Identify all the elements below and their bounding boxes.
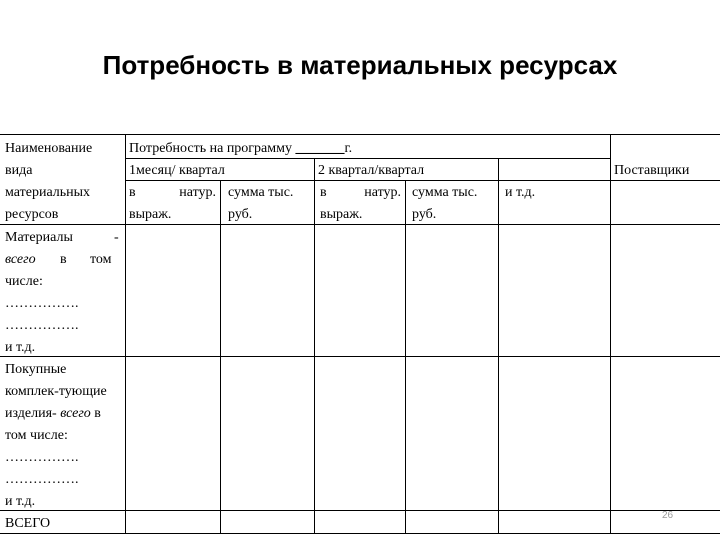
materials-placeholder-1: ……………. (5, 296, 79, 311)
p1-sum-header: сумма тыс. (228, 185, 294, 200)
name-header-line-2: вида (5, 163, 33, 178)
name-header-line-1: Наименование (5, 141, 93, 156)
p1-natural-unit: натур. (179, 185, 216, 200)
program-year-blank: _______ (295, 141, 345, 156)
slide-title: Потребность в материальных ресурсах (102, 50, 618, 80)
p2-natural-expr: выраж. (320, 207, 363, 222)
grid-line-materials-bottom (0, 356, 720, 357)
purchased-etc: и т.д. (5, 494, 36, 509)
p1-natural-in: в (129, 185, 136, 200)
grid-line-header-bottom (0, 224, 720, 225)
grid-line-col-etc (498, 158, 499, 534)
grid-line-col-sum1 (220, 180, 221, 534)
etc-column-header: и т.д. (505, 185, 536, 200)
purchased-items-total (5, 406, 101, 422)
materials-dash: - (114, 230, 119, 245)
p1-natural-expr: выраж. (129, 207, 172, 222)
p2-sum-unit: руб. (412, 207, 437, 222)
purchased-total-word: всего (60, 406, 91, 421)
program-header (129, 141, 352, 157)
purchased-in-word: в (90, 406, 101, 421)
suppliers-label: Поставщики (614, 163, 690, 178)
table-border-bottom (0, 533, 720, 534)
total-label: ВСЕГО (5, 516, 51, 531)
grid-line-col-suppliers (610, 134, 611, 534)
purchased-label: Покупные (5, 362, 67, 377)
materials-tom-word: том (90, 252, 112, 267)
period-2-label: 2 квартал/квартал (318, 163, 425, 178)
grid-line-col-period2 (314, 158, 315, 534)
grid-line-periods (125, 180, 720, 181)
materials-placeholder-2: ……………. (5, 318, 79, 333)
name-header-line-3: материальных (5, 185, 91, 200)
p2-natural-unit: натур. (364, 185, 401, 200)
materials-in-word: в (60, 252, 67, 267)
p1-sum-unit: руб. (228, 207, 253, 222)
grid-line-col-name (125, 134, 126, 534)
grid-line-program (125, 158, 610, 159)
purchased-placeholder-1: ……………. (5, 450, 79, 465)
materials-label: Материалы (5, 230, 73, 245)
p2-natural-in: в (320, 185, 327, 200)
purchased-components: комплек-тующие (5, 384, 107, 399)
table-border-top (0, 134, 720, 135)
materials-total-word: всего (5, 252, 36, 267)
purchased-items-word: изделия- (5, 406, 61, 421)
program-year-suffix: г. (344, 141, 353, 156)
p2-sum-header: сумма тыс. (412, 185, 478, 200)
period-1-label: 1месяц/ квартал (129, 163, 225, 178)
purchased-placeholder-2: ……………. (5, 472, 79, 487)
program-title: Потребность на программу (129, 141, 296, 156)
grid-line-purchased-bottom (0, 510, 720, 511)
name-header-line-4: ресурсов (5, 207, 59, 222)
purchased-including: том числе: (5, 428, 68, 443)
materials-etc: и т.д. (5, 340, 36, 355)
grid-line-col-sum2 (405, 180, 406, 534)
page-number: 26 (662, 510, 674, 521)
materials-including: числе: (5, 274, 43, 289)
